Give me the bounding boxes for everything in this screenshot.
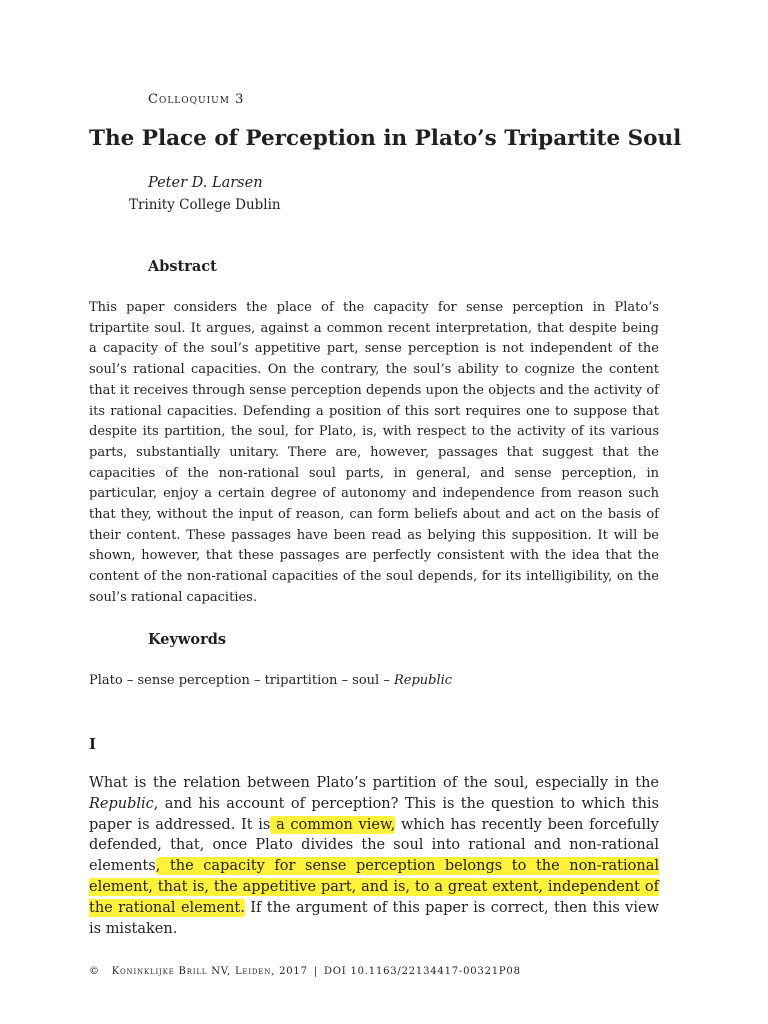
colloquium-label: Colloquium 3 xyxy=(148,92,245,107)
body-text-1: What is the relation between Plato’s partition of the soul, especially in the xyxy=(89,775,659,791)
body-text-2: , and his account of perception? This is the question to which this paper is addressed. It is xyxy=(89,795,659,833)
copyright-symbol: © xyxy=(89,966,100,977)
highlight-capacity-claim: , the capacity for sense perception belongs to the non-rational element, that is, the appetitive part, and is, to a great extent, independent of the rational element. xyxy=(89,858,659,916)
doi-text: DOI 10.1163/22134417-00321P08 xyxy=(323,966,521,977)
footer-separator: | xyxy=(313,966,318,977)
author-name: Peter D. Larsen xyxy=(148,175,263,191)
paper-title: The Place of Perception in Plato’s Tripartite Soul xyxy=(89,126,682,151)
keywords-heading: Keywords xyxy=(148,631,227,648)
section-number: I xyxy=(89,735,97,753)
body-paragraph xyxy=(89,773,659,939)
publisher-text: Koninklijke Brill NV, Leiden, 2017 xyxy=(111,966,308,977)
body-italic-republic: Republic xyxy=(89,795,154,812)
keywords-plain: Plato – sense perception – tripartition – soul – xyxy=(89,673,394,688)
author-affiliation: Trinity College Dublin xyxy=(129,197,281,213)
abstract-text: This paper considers the place of the capacity for sense perception in Plato’s tripartite soul. It argues, against a common recent interpretation, that despite being a capacity of the soul’s appetitive part, sense perception is not independent of the soul’s rational capacities. On the contrary, the soul’s ability to cognize the content that it receives through sense perception depends upon the objects and the activity of its rational capacities. Defending a position of this sort requires one to suppose that despite its partition, the soul, for Plato, is, with respect to the activity of its various parts, substantially unitary. There are, however, passages that suggest that the capacities of the non-rational soul parts, in general, and sense perception, in particular, enjoy a certain degree of autonomy and independence from reason such that they, without the input of reason, can form beliefs about and act on the basis of their content. These passages have been read as belying this supposition. It will be shown, however, that these passages are perfectly consistent with the idea that the content of the non-rational capacities of the soul depends, for its intelligibility, on the soul’s rational capacities. xyxy=(89,300,659,605)
keyword-republic: Republic xyxy=(393,673,453,688)
body-text-3: which has recently been forcefully defended, that, once Plato divides the soul into rational and non-rational elements xyxy=(89,816,659,875)
abstract-heading: Abstract xyxy=(148,258,217,275)
footer-line xyxy=(89,966,521,977)
highlight-common-view: a common view, xyxy=(270,816,396,833)
body-text-4: If the argument of this paper is correct, then this view is mistaken. xyxy=(89,899,659,937)
keywords-list xyxy=(89,673,452,688)
